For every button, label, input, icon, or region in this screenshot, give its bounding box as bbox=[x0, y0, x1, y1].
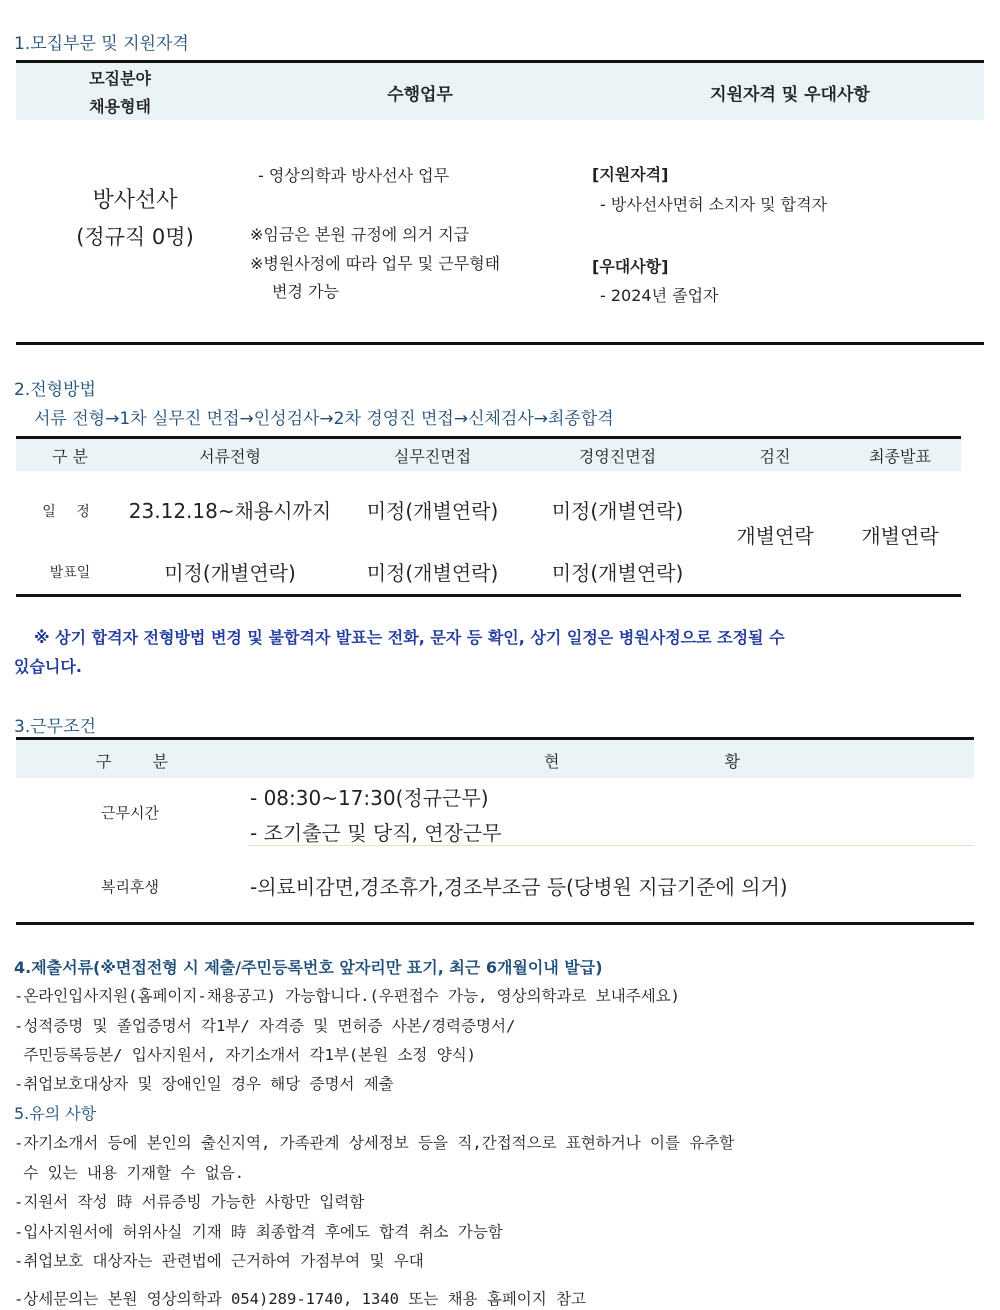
work-hours-extra: - 조기출근 및 당직, 연장근무 bbox=[250, 821, 502, 845]
welfare-value: -의료비감면,경조휴가,경조부조금 등(당병원 지급기준에 의거) bbox=[250, 875, 788, 899]
header-duties: 수행업무 bbox=[387, 85, 453, 105]
section3-bottom-rule bbox=[16, 922, 974, 925]
schedule-staff-interview: 미정(개별연락) bbox=[366, 499, 499, 523]
announce-document-screening: 미정(개별연락) bbox=[164, 561, 296, 585]
section5-title: 5.유의 사항 bbox=[14, 1104, 97, 1123]
duty-text: - 영상의학과 방사선사 업무 bbox=[258, 166, 450, 185]
header-checkup: 검진 bbox=[759, 447, 791, 466]
final-individual-contact: 개별연락 bbox=[861, 524, 939, 548]
header-staff-interview: 실무진면접 bbox=[393, 447, 472, 466]
row-divider bbox=[248, 845, 974, 846]
position-name: 방사선사 bbox=[92, 188, 178, 213]
caution-line-2: 수 있는 내용 기재할 수 없음. bbox=[14, 1164, 245, 1182]
announce-row-label: 발표일 bbox=[49, 565, 91, 581]
schedule-row-label: 일 정 bbox=[42, 504, 98, 520]
caution-line-1: -자기소개서 등에 본인의 출신지역, 가족관계 상세정보 등을 직,간접적으로 표현하거나 이를 유추할 bbox=[14, 1134, 735, 1152]
work-hours-label: 근무시간 bbox=[101, 804, 159, 822]
work-change-note-cont: 변경 가능 bbox=[272, 282, 339, 301]
caution-line-4: -입사지원서에 허위사실 기재 時 최종합격 후에도 합격 취소 가능함 bbox=[14, 1223, 503, 1241]
section1-bottom-rule bbox=[16, 342, 984, 345]
work-change-note: ※병원사정에 따라 업무 및 근무형태 bbox=[250, 254, 501, 273]
section2-title: 2.전형방법 bbox=[14, 380, 96, 400]
caution-line-5: -취업보호 대상자는 관련법에 근거하여 가점부여 및 우대 bbox=[14, 1252, 424, 1270]
section4-title: 4.제출서류(※면접전형 시 제출/주민등록번호 앞자리만 표기, 최근 6개월이내 발급) bbox=[14, 958, 603, 977]
qualification-title: [지원자격] bbox=[592, 165, 669, 184]
selection-flow: 서류 전형→1차 실무진 면접→인성검사→2차 경영진 면접→신체검사→최종합격 bbox=[34, 409, 614, 429]
schedule-document-screening: 23.12.18~채용시까지 bbox=[128, 499, 332, 523]
header-work-status: 현 황 bbox=[544, 752, 820, 771]
welfare-label: 복리후생 bbox=[101, 878, 159, 896]
preference-title: [우대사항] bbox=[592, 257, 669, 276]
header-executive-interview: 경영진면접 bbox=[578, 447, 657, 466]
header-document-screening: 서류전형 bbox=[199, 447, 261, 466]
salary-note: ※임금은 본원 규정에 의거 지급 bbox=[250, 225, 470, 244]
work-hours-regular: - 08:30~17:30(정규근무) bbox=[250, 786, 489, 810]
submission-line-4: -취업보호대상자 및 장애인일 경우 해당 증명서 제출 bbox=[14, 1075, 394, 1093]
announce-executive-interview: 미정(개별연락) bbox=[551, 561, 684, 585]
preference-item: - 2024년 졸업자 bbox=[600, 286, 719, 305]
section2-bottom-rule bbox=[16, 594, 961, 597]
header-employment-type: 채용형태 bbox=[89, 97, 151, 116]
checkup-individual-contact: 개별연락 bbox=[736, 524, 814, 548]
header-category: 구 분 bbox=[52, 447, 88, 466]
notice-line-2: 있습니다. bbox=[14, 657, 82, 676]
header-qualifications: 지원자격 및 우대사항 bbox=[710, 85, 870, 105]
announce-staff-interview: 미정(개별연락) bbox=[366, 561, 499, 585]
submission-line-2: -성적증명 및 졸업증명서 각1부/ 자격증 및 면허증 사본/경력증명서/ bbox=[14, 1017, 516, 1035]
caution-line-3: -지원서 작성 時 서류증빙 가능한 사항만 입력함 bbox=[14, 1193, 365, 1211]
header-recruit-field: 모집분야 bbox=[89, 69, 151, 88]
notice-line-1: ※ 상기 합격자 전형방법 변경 및 불합격자 발표는 전화, 문자 등 확인, 상기 일정은 병원사정으로 조정될 수 bbox=[34, 628, 785, 647]
schedule-executive-interview: 미정(개별연락) bbox=[551, 499, 684, 523]
header-work-category: 구 분 bbox=[96, 752, 186, 771]
submission-line-1: -온라인입사지원(홈페이지-채용공고) 가능합니다.(우편접수 가능, 영상의학과로 보내주세요) bbox=[14, 987, 680, 1005]
caution-line-6: -상세문의는 본원 영상의학과 054)289-1740, 1340 또는 채용 홈페이지 참고 bbox=[14, 1290, 587, 1308]
header-final-announcement: 최종발표 bbox=[869, 447, 931, 466]
submission-line-3: 주민등록등본/ 입사지원서, 자기소개서 각1부(본원 소정 양식) bbox=[14, 1046, 477, 1064]
section1-title: 1.모집부문 및 지원자격 bbox=[14, 34, 189, 54]
position-type: (정규직 0명) bbox=[76, 225, 194, 249]
section3-title: 3.근무조건 bbox=[14, 717, 96, 737]
qualification-item: - 방사선사면허 소지자 및 합격자 bbox=[600, 195, 828, 214]
